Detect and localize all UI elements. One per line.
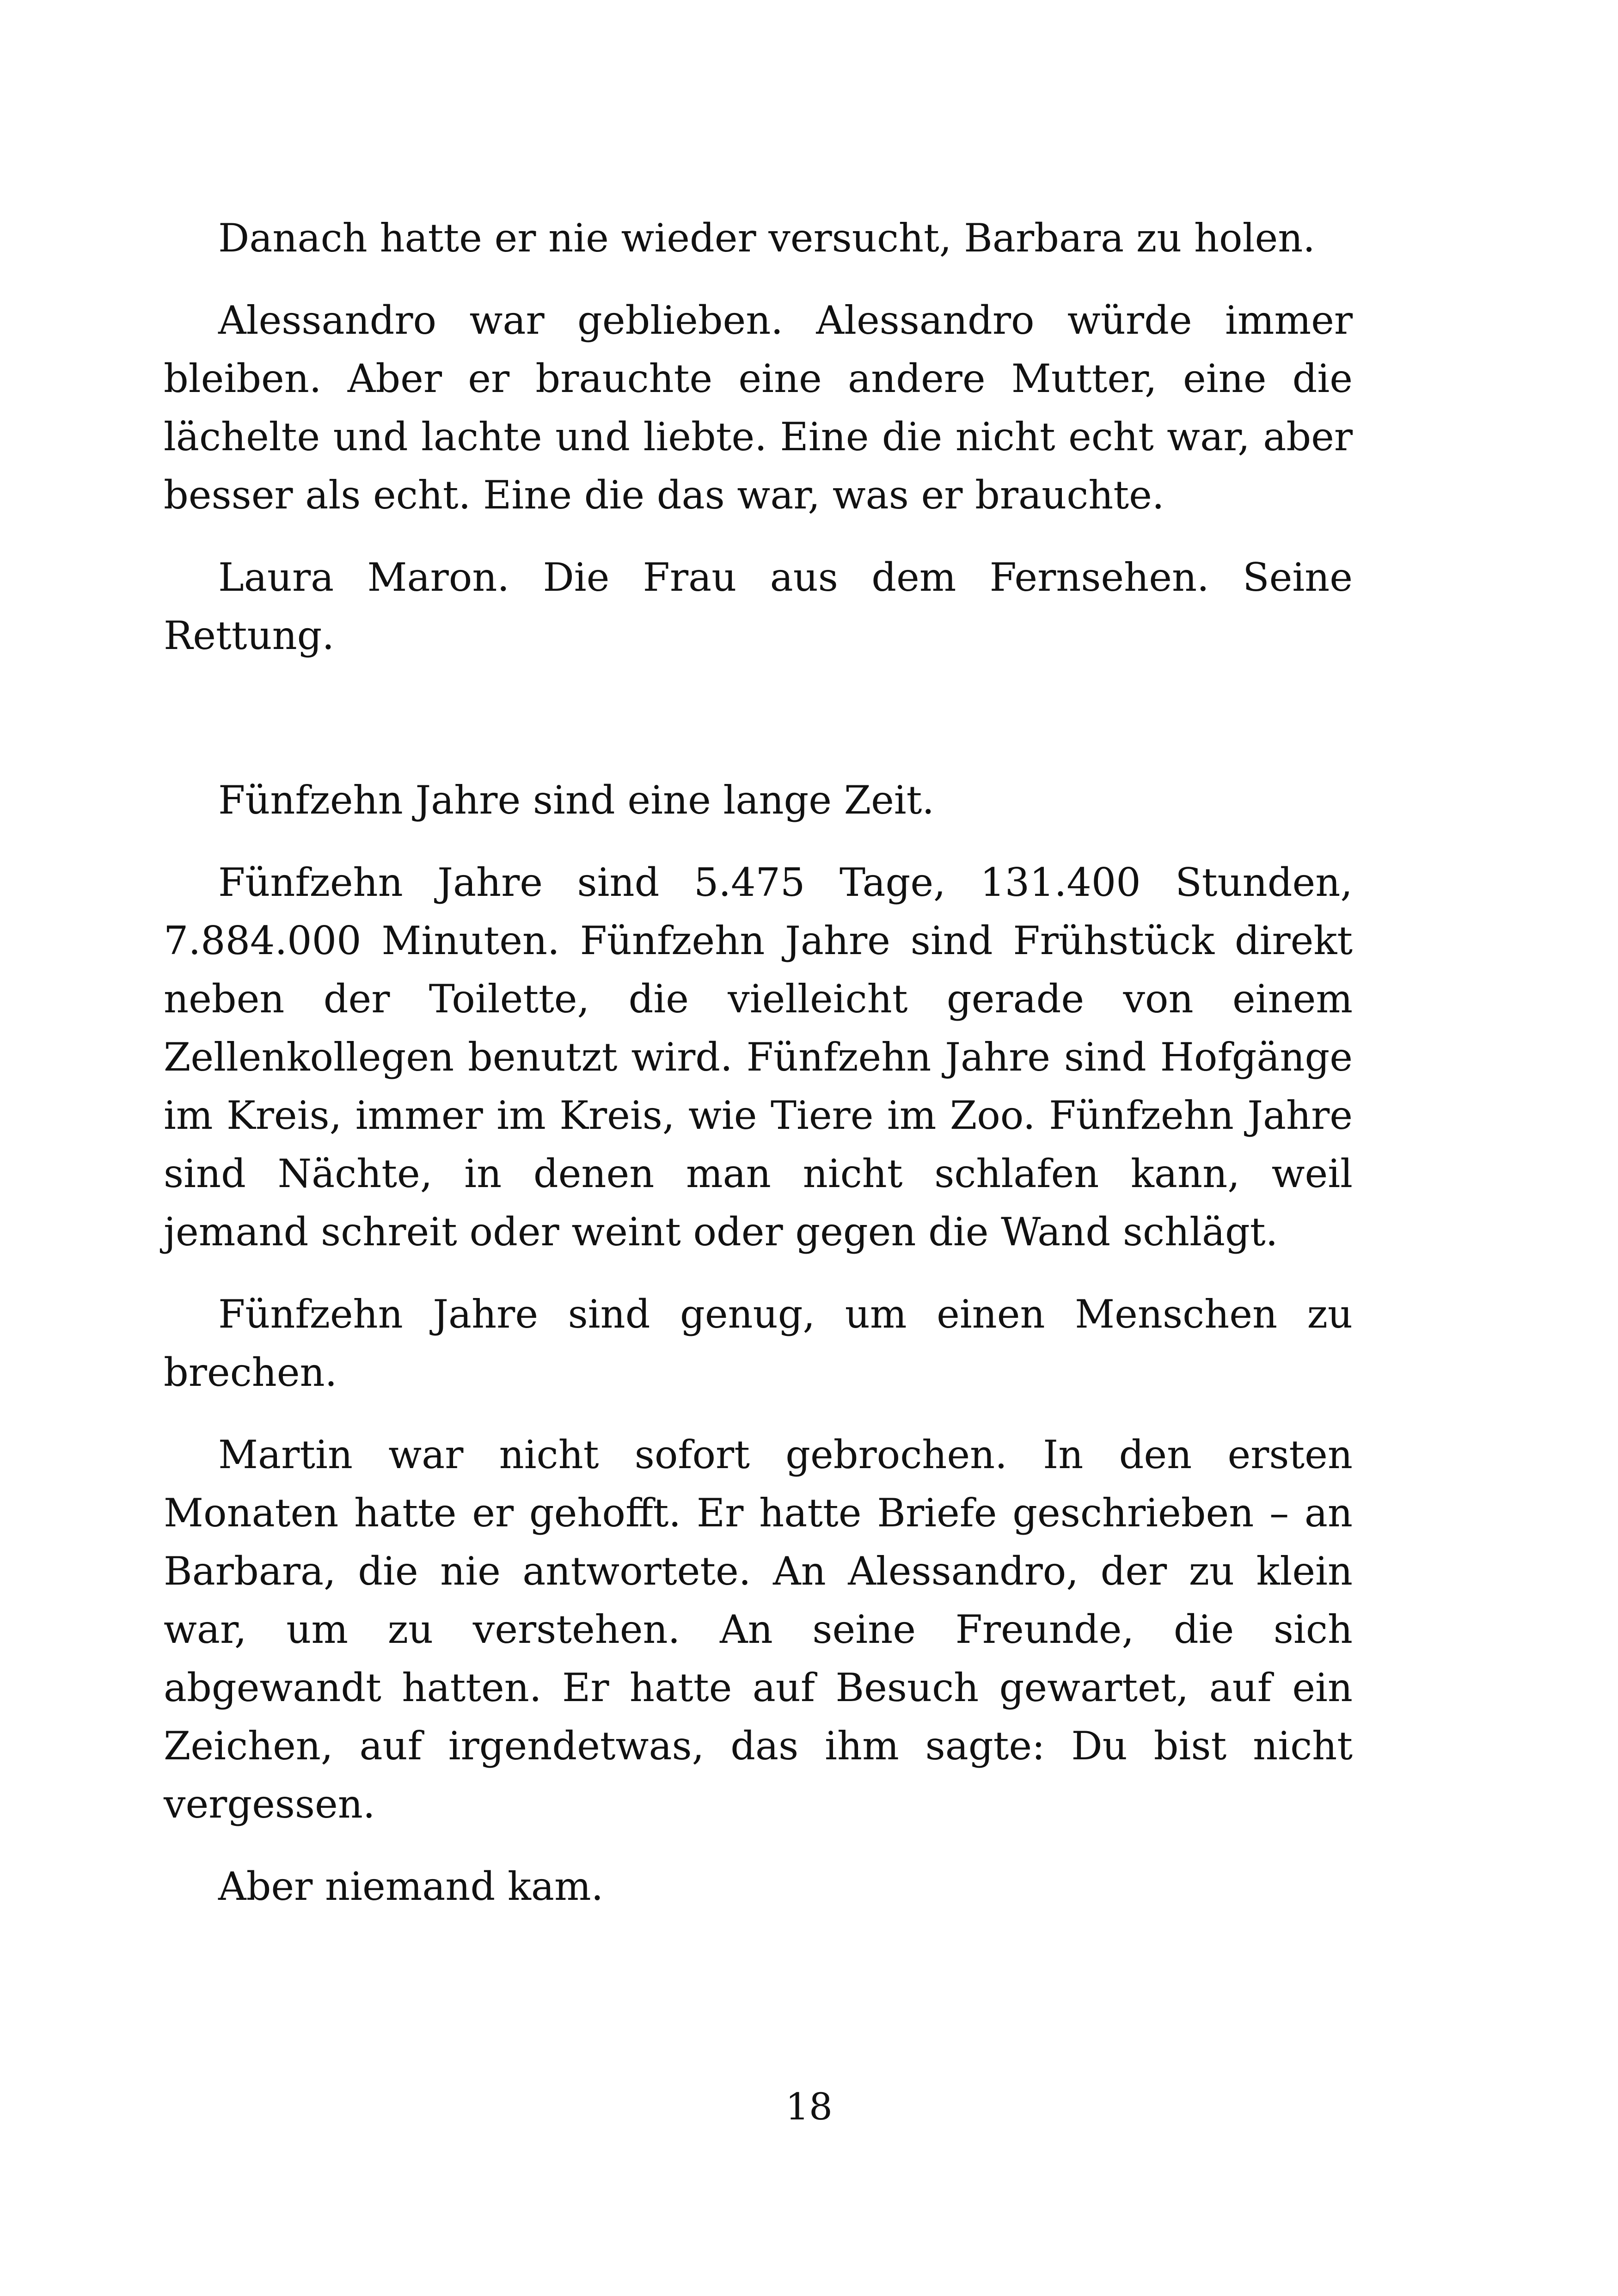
- paragraph: Martin war nicht sofort gebrochen. In den ersten Monaten hatte er gehofft. Er hatte Briefe geschrieben – an Barbara, die nie antwortete. An Alessandro, der zu klein war, um zu verstehen. An seine Freunde, die sich abgewandt hatten. Er hatte auf Besuch gewartet, auf ein Zeichen, auf irgendetwas, das ihm sagte: Du bist nicht vergessen.: [164, 1432, 1353, 1827]
- paragraph: Fünfzehn Jahre sind eine lange Zeit.: [218, 778, 935, 823]
- paragraph: Fünfzehn Jahre sind genug, um einen Menschen zu brechen.: [164, 1292, 1353, 1395]
- paragraph: Alessandro war geblieben. Alessandro würde immer bleiben. Aber er brauchte eine andere Mutter, eine die lächelte und lachte und liebte. Eine die nicht echt war, aber besser als echt. Eine die das war, was er brauchte.: [164, 298, 1353, 518]
- paragraph: Laura Maron. Die Frau aus dem Fernsehen. Seine Rettung.: [164, 555, 1353, 658]
- body-text: [164, 209, 1353, 1940]
- paragraph: Aber niemand kam.: [218, 1864, 604, 1909]
- page-number: 18: [785, 2085, 833, 2128]
- paragraph: Fünfzehn Jahre sind 5.475 Tage, 131.400 Stunden, 7.884.000 Minuten. Fünfzehn Jahre sind Frühstück direkt neben der Toilette, die vielleicht gerade von einem Zellenkollegen benutzt wird. Fünfzehn Jahre sind Hofgänge im Kreis, immer im Kreis, wie Tiere im Zoo. Fünfzehn Jahre sind Nächte, in denen man nicht schlafen kann, weil jemand schreit oder weint oder gegen die Wand schlägt.: [164, 860, 1353, 1255]
- paragraph: Danach hatte er nie wieder versucht, Barbara zu holen.: [218, 215, 1315, 261]
- scene-break: [164, 689, 1353, 771]
